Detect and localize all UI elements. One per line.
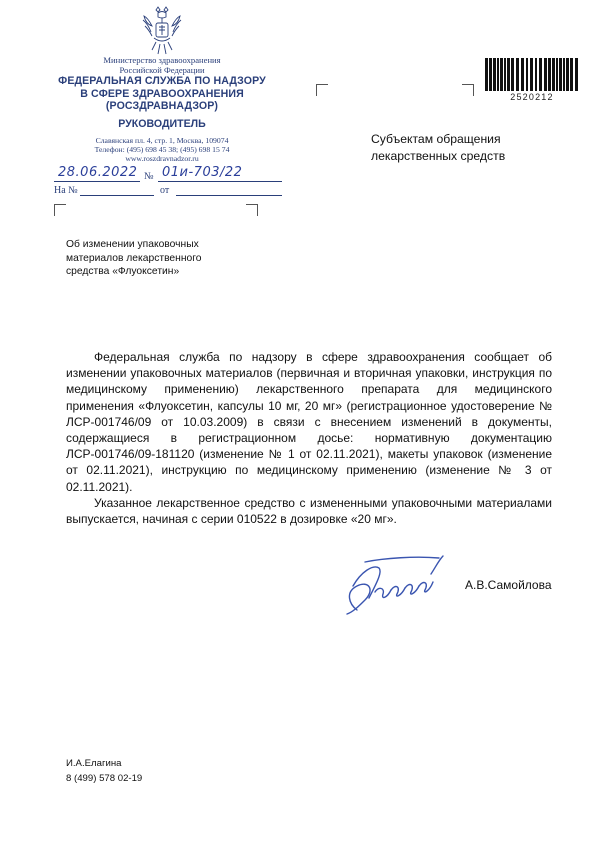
- corner-top-right: [246, 204, 258, 216]
- barcode-bar: [493, 58, 496, 91]
- barcode-bar: [500, 58, 503, 91]
- barcode-bar: [559, 58, 562, 91]
- executor-name: И.А.Елагина: [66, 758, 122, 769]
- barcode-bar: [566, 58, 569, 91]
- barcode-bar: [539, 58, 542, 91]
- executor-block: [66, 757, 142, 786]
- barcode-bar: [535, 58, 537, 91]
- recipient-corner-top-right: [462, 84, 474, 96]
- executor-phone: 8 (499) 578 02-19: [66, 772, 143, 784]
- recipient-line-2: лекарственных средств: [371, 149, 506, 163]
- body-paragraph-1: Федеральная служба по надзору в сфере здравоохранения сообщает об изменении упаковочных материалов (первичная и вторичная упаковки, инструкция по медицинскому применению) лекарственного препарата для медицинского применения «Флуоксетин, капсулы 10 мг, 20 мг» (регистрационное удостоверение № ЛСР-001746/09 от 10.03.2009) в связи с внесением изменений в документы, содержащиеся в регистрационном досье: нормативную документацию ЛСР-001746/09-181120 (изменение № 1 от 02.11.2021), макеты упаковок (изменение от 02.11.2021), инструкцию по медицинскому применению (изменение № 3 от 02.11.2021).: [66, 350, 552, 494]
- barcode-bar: [544, 58, 547, 91]
- barcode-bar: [556, 58, 558, 91]
- barcode-bar: [530, 58, 533, 91]
- ministry-name: [52, 55, 272, 75]
- signatory-name: А.В.Самойлова: [465, 578, 552, 592]
- subject-line-3: средства «Флуоксетин»: [66, 266, 180, 277]
- website: www.roszdravnadzor.ru: [125, 154, 199, 164]
- barcode-bar: [552, 58, 555, 91]
- barcode-bar: [521, 58, 524, 91]
- body-paragraph-2: Указанное лекарственное средство с измененными упаковочными материалами выпускается, начиная с серии 010522 в дозировке «20 мг».: [66, 495, 552, 527]
- barcode-bar: [575, 58, 578, 91]
- barcode-bar: [563, 58, 565, 91]
- ministry-line-1: Министерство здравоохранения: [103, 55, 221, 65]
- phone: Телефон: (495) 698 45 38; (495) 698 15 74: [94, 145, 230, 155]
- subject-line-2: материалов лекарственного: [66, 252, 202, 264]
- handwritten-signature-icon: [335, 552, 465, 620]
- barcode-bar: [507, 58, 510, 91]
- reference-label: На №: [54, 185, 78, 196]
- barcode-bar: [497, 58, 499, 91]
- barcode-bar: [504, 58, 506, 91]
- barcode-bar: [548, 58, 551, 91]
- from-underline: [176, 195, 282, 196]
- barcode-number: 2520212: [510, 92, 554, 102]
- barcode-bar: [485, 58, 488, 91]
- reference-underline: [80, 195, 154, 196]
- barcode-icon: [484, 58, 580, 91]
- reference-line: [54, 182, 284, 198]
- letter-body: [66, 349, 552, 527]
- russian-coat-of-arms-icon: [140, 6, 184, 56]
- registration-date: 28.06.2022: [58, 165, 138, 180]
- barcode-bar: [511, 58, 514, 91]
- agency-line-2: В СФЕРЕ ЗДРАВООХРАНЕНИЯ: [80, 87, 244, 100]
- recipient-line-1: Субъектам обращения: [371, 132, 501, 146]
- letter-subject: [66, 238, 246, 279]
- number-sign: №: [144, 171, 154, 182]
- from-label: от: [160, 185, 170, 196]
- recipient-corner-top-left: [316, 84, 328, 96]
- barcode-bar: [526, 58, 528, 91]
- barcode-bar: [489, 58, 492, 91]
- address: Славянская пл. 4, стр. 1, Москва, 109074: [95, 136, 229, 145]
- barcode-bar: [570, 58, 573, 91]
- registration-number: 01и-703/22: [162, 165, 243, 180]
- corner-top-left: [54, 204, 66, 216]
- agency-name: [52, 75, 272, 113]
- ministry-line-2: Российской Федерации: [119, 65, 205, 75]
- agency-line-1: ФЕДЕРАЛЬНАЯ СЛУЖБА ПО НАДЗОРУ: [58, 75, 266, 87]
- agency-line-3: (РОСЗДРАВНАДЗОР): [105, 100, 219, 112]
- head-title: РУКОВОДИТЕЛЬ: [118, 118, 206, 130]
- subject-line-1: Об изменении упаковочных: [66, 239, 199, 250]
- barcode-bar: [516, 58, 519, 91]
- recipient-block: [371, 131, 571, 165]
